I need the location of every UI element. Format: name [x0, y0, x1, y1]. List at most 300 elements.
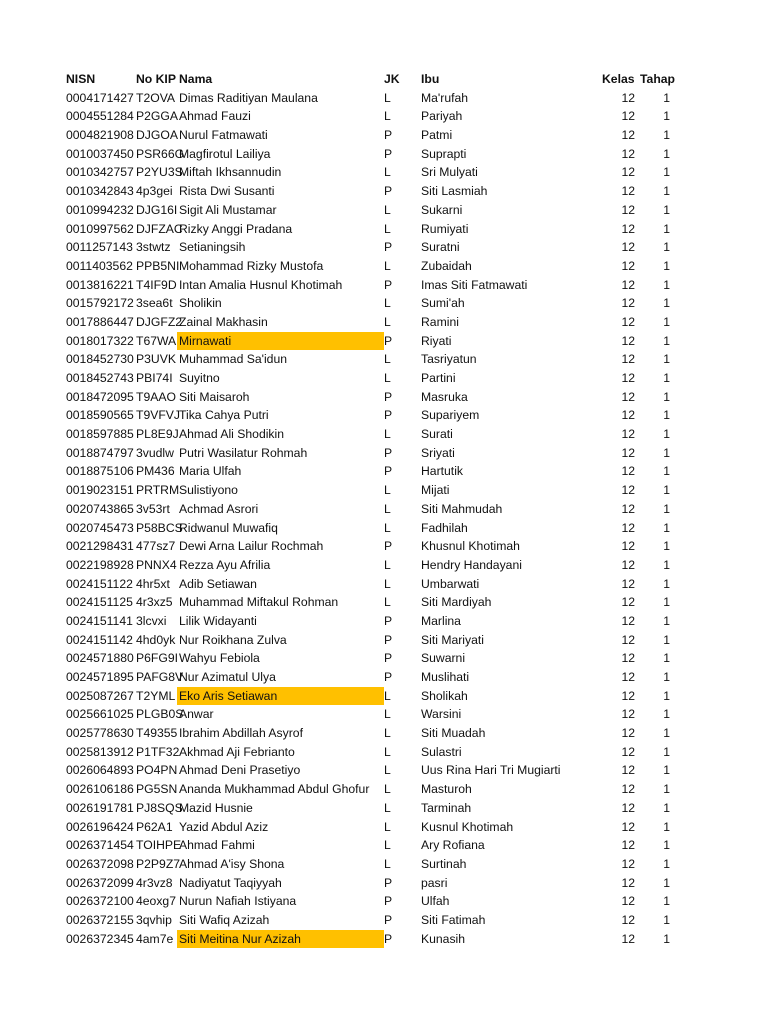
- cell-jk[interactable]: L: [384, 258, 391, 273]
- cell-ibu[interactable]: Partini: [421, 371, 456, 385]
- cell-ibu[interactable]: Supariyem: [421, 408, 480, 423]
- cell-kelas[interactable]: 12: [621, 632, 635, 647]
- cell-nama[interactable]: Mazid Husnie: [179, 800, 253, 815]
- cell-jk[interactable]: P: [384, 184, 393, 199]
- cell-tahap[interactable]: 1: [663, 184, 670, 199]
- cell-nisn[interactable]: 0025087267: [66, 688, 134, 703]
- cell-tahap[interactable]: 1: [663, 819, 670, 834]
- cell-nama[interactable]: Siti Maisaroh: [179, 389, 250, 404]
- cell-kelas[interactable]: 12: [621, 240, 635, 255]
- cell-kelas[interactable]: 12: [621, 726, 635, 741]
- cell-tahap[interactable]: 1: [663, 408, 670, 423]
- cell-nisn[interactable]: 0018590565: [66, 408, 134, 423]
- cell-kip[interactable]: 3qvhip: [136, 912, 172, 927]
- cell-ibu[interactable]: Siti Mariyati: [421, 632, 484, 647]
- cell-nisn[interactable]: 0026372099: [66, 875, 134, 890]
- cell-tahap[interactable]: 1: [663, 856, 670, 871]
- cell-nisn[interactable]: 0026106186: [66, 782, 134, 797]
- cell-nisn[interactable]: 0010997562: [66, 221, 134, 236]
- cell-jk[interactable]: L: [384, 856, 391, 871]
- cell-ibu[interactable]: Mijati: [421, 483, 450, 498]
- cell-nama[interactable]: Maria Ulfah: [179, 464, 242, 479]
- cell-nisn[interactable]: 0018597885: [66, 427, 134, 442]
- cell-tahap[interactable]: 1: [663, 875, 670, 890]
- cell-jk[interactable]: P: [384, 389, 393, 404]
- cell-nisn[interactable]: 0010994232: [66, 202, 134, 217]
- header-jk[interactable]: JK: [384, 72, 400, 86]
- cell-nama[interactable]: Magfirotul Lailiya: [179, 146, 271, 161]
- cell-kip[interactable]: P6FG9I: [136, 651, 178, 666]
- cell-kip[interactable]: T67WA: [136, 333, 177, 348]
- cell-nisn[interactable]: 0010342843: [66, 184, 134, 199]
- cell-kip[interactable]: P1TF32: [136, 744, 180, 759]
- cell-nisn[interactable]: 0018017322: [66, 333, 134, 348]
- cell-ibu[interactable]: Hendry Handayani: [421, 557, 522, 572]
- cell-nisn[interactable]: 0011257143: [66, 240, 133, 255]
- cell-jk[interactable]: L: [384, 90, 391, 105]
- cell-nama[interactable]: Dimas Raditiyan Maulana: [179, 90, 318, 105]
- cell-ibu[interactable]: Tarminah: [421, 800, 472, 815]
- cell-kip[interactable]: 3stwtz: [136, 240, 171, 255]
- cell-ibu[interactable]: Muslihati: [421, 670, 470, 684]
- cell-jk[interactable]: P: [384, 613, 393, 628]
- cell-nama[interactable]: Putri Wasilatur Rohmah: [179, 445, 308, 460]
- cell-tahap[interactable]: 1: [663, 744, 670, 759]
- cell-kelas[interactable]: 12: [621, 501, 635, 516]
- cell-kip[interactable]: T4IF9D: [136, 277, 177, 292]
- cell-nama[interactable]: Yazid Abdul Aziz: [179, 819, 269, 834]
- cell-ibu[interactable]: Warsini: [421, 707, 462, 722]
- cell-tahap[interactable]: 1: [663, 632, 670, 647]
- cell-kip[interactable]: 3vudlw: [136, 445, 174, 460]
- cell-nama[interactable]: Rizky Anggi Pradana: [179, 221, 293, 236]
- cell-kip[interactable]: T2OVA: [136, 90, 176, 105]
- cell-nama[interactable]: Ahmad Ali Shodikin: [179, 427, 285, 442]
- cell-nisn[interactable]: 0013816221: [66, 277, 134, 292]
- cell-kelas[interactable]: 12: [621, 707, 635, 722]
- cell-kip[interactable]: 4p3gei: [136, 184, 173, 199]
- cell-nisn[interactable]: 0018874797: [66, 445, 134, 460]
- cell-kip[interactable]: P2P9Z7: [136, 856, 181, 871]
- cell-kip[interactable]: DJGOA: [136, 128, 178, 143]
- cell-nama[interactable]: Akhmad Aji Febrianto: [179, 744, 295, 759]
- cell-nisn[interactable]: 0004821908: [66, 128, 134, 143]
- cell-kip[interactable]: 4eoxg7: [136, 894, 176, 909]
- cell-kelas[interactable]: 12: [621, 202, 635, 217]
- cell-kelas[interactable]: 12: [621, 819, 635, 834]
- cell-kip[interactable]: 3lcvxi: [136, 613, 167, 628]
- cell-tahap[interactable]: 1: [663, 576, 670, 591]
- cell-nisn[interactable]: 0025813912: [66, 744, 134, 759]
- cell-kelas[interactable]: 12: [621, 557, 635, 572]
- cell-jk[interactable]: L: [384, 202, 391, 217]
- cell-jk[interactable]: L: [384, 109, 391, 124]
- cell-kip[interactable]: P62A1: [136, 819, 173, 834]
- header-nisn[interactable]: NISN: [66, 72, 96, 86]
- cell-ibu[interactable]: Sriyati: [421, 445, 455, 460]
- header-nama[interactable]: Nama: [179, 72, 213, 86]
- cell-tahap[interactable]: 1: [663, 782, 670, 797]
- cell-kelas[interactable]: 12: [621, 146, 635, 161]
- header-tahap[interactable]: Tahap: [640, 72, 675, 86]
- cell-kelas[interactable]: 12: [621, 670, 635, 684]
- cell-kip[interactable]: 3sea6t: [136, 296, 173, 311]
- cell-nama[interactable]: Nadiyatut Taqiyyah: [179, 875, 282, 890]
- cell-jk[interactable]: L: [384, 763, 391, 778]
- cell-ibu[interactable]: Sri Mulyati: [421, 165, 478, 180]
- cell-ibu[interactable]: Ary Rofiana: [421, 838, 485, 853]
- cell-nisn[interactable]: 0026372100: [66, 894, 134, 909]
- cell-jk[interactable]: L: [384, 427, 391, 442]
- cell-nama[interactable]: Miftah Ikhsannudin: [179, 165, 282, 180]
- cell-nisn[interactable]: 0020745473: [66, 520, 134, 535]
- cell-kelas[interactable]: 12: [621, 595, 635, 610]
- cell-kelas[interactable]: 12: [621, 427, 635, 442]
- cell-nisn[interactable]: 0026372155: [66, 912, 134, 927]
- cell-tahap[interactable]: 1: [663, 520, 670, 535]
- cell-ibu[interactable]: Surati: [421, 427, 453, 442]
- cell-nama[interactable]: Ibrahim Abdillah Asyrof: [179, 726, 303, 741]
- cell-kelas[interactable]: 12: [621, 539, 635, 554]
- cell-tahap[interactable]: 1: [663, 296, 670, 311]
- cell-tahap[interactable]: 1: [663, 557, 670, 572]
- cell-tahap[interactable]: 1: [663, 333, 670, 348]
- cell-kelas[interactable]: 12: [621, 483, 635, 498]
- cell-jk[interactable]: P: [384, 651, 393, 666]
- cell-nisn[interactable]: 0011403562: [66, 258, 133, 273]
- cell-kelas[interactable]: 12: [621, 763, 635, 778]
- cell-nisn[interactable]: 0018875106: [66, 464, 134, 479]
- cell-jk[interactable]: P: [384, 632, 393, 647]
- cell-kelas[interactable]: 12: [621, 856, 635, 871]
- cell-jk[interactable]: P: [384, 277, 393, 292]
- cell-nisn[interactable]: 0010037450: [66, 146, 134, 161]
- cell-jk[interactable]: P: [384, 128, 393, 143]
- cell-ibu[interactable]: Zubaidah: [421, 258, 472, 273]
- cell-nama[interactable]: Siti Wafiq Azizah: [179, 912, 270, 927]
- cell-nisn[interactable]: 0026371454: [66, 838, 134, 853]
- cell-kip[interactable]: 3v53rt: [136, 501, 170, 516]
- cell-kelas[interactable]: 12: [621, 371, 635, 385]
- cell-kip[interactable]: T9AAO: [136, 389, 176, 404]
- cell-kip[interactable]: TOIHPE: [136, 838, 182, 853]
- cell-kelas[interactable]: 12: [621, 277, 635, 292]
- cell-nisn[interactable]: 0026196424: [66, 819, 134, 834]
- cell-tahap[interactable]: 1: [663, 371, 670, 385]
- cell-kip[interactable]: PSR66G: [136, 146, 185, 161]
- cell-kelas[interactable]: 12: [621, 931, 635, 946]
- cell-nama[interactable]: Anwar: [179, 707, 214, 722]
- cell-kelas[interactable]: 12: [621, 314, 635, 329]
- cell-kip[interactable]: P3UVK: [136, 352, 176, 367]
- cell-nisn[interactable]: 0026372098: [66, 856, 134, 871]
- cell-nama[interactable]: Achmad Asrori: [179, 501, 259, 516]
- cell-kip[interactable]: P2YU3S: [136, 165, 183, 180]
- cell-tahap[interactable]: 1: [663, 707, 670, 722]
- cell-ibu[interactable]: Siti Mardiyah: [421, 595, 492, 610]
- cell-kelas[interactable]: 12: [621, 296, 635, 311]
- cell-nisn[interactable]: 0026064893: [66, 763, 134, 778]
- cell-tahap[interactable]: 1: [663, 146, 670, 161]
- cell-jk[interactable]: L: [384, 501, 391, 516]
- cell-ibu[interactable]: Masruka: [421, 389, 468, 404]
- cell-jk[interactable]: L: [384, 800, 391, 815]
- cell-jk[interactable]: L: [384, 221, 391, 236]
- cell-kip[interactable]: PJ8SQS: [136, 800, 183, 815]
- cell-jk[interactable]: L: [384, 819, 391, 834]
- cell-kip[interactable]: PL8E9J: [136, 427, 179, 442]
- cell-nama[interactable]: Lilik Widayanti: [179, 613, 257, 628]
- cell-kelas[interactable]: 12: [621, 408, 635, 423]
- cell-kelas[interactable]: 12: [621, 894, 635, 909]
- cell-ibu[interactable]: pasri: [421, 875, 448, 890]
- cell-nama[interactable]: Nurun Nafiah Istiyana: [179, 894, 297, 909]
- cell-jk[interactable]: P: [384, 408, 393, 423]
- cell-nama[interactable]: Intan Amalia Husnul Khotimah: [179, 277, 343, 292]
- cell-nisn[interactable]: 0022198928: [66, 557, 134, 572]
- cell-ibu[interactable]: Siti Lasmiah: [421, 184, 488, 199]
- cell-tahap[interactable]: 1: [663, 240, 670, 255]
- cell-jk[interactable]: P: [384, 445, 393, 460]
- cell-jk[interactable]: P: [384, 539, 393, 554]
- cell-ibu[interactable]: Marlina: [421, 613, 461, 628]
- cell-kip[interactable]: PLGB0S: [136, 707, 184, 722]
- cell-nama[interactable]: Muhammad Sa'idun: [179, 352, 288, 367]
- header-ibu[interactable]: Ibu: [421, 72, 440, 86]
- cell-jk[interactable]: P: [384, 931, 393, 946]
- cell-nisn[interactable]: 0024151142: [66, 632, 133, 647]
- cell-kip[interactable]: PRTRM: [136, 483, 180, 498]
- cell-tahap[interactable]: 1: [663, 912, 670, 927]
- cell-kip[interactable]: 4r3xz5: [136, 595, 173, 610]
- cell-ibu[interactable]: Rumiyati: [421, 221, 469, 236]
- cell-nama[interactable]: Ahmad Fahmi: [179, 838, 255, 853]
- cell-nisn[interactable]: 0024571880: [66, 651, 134, 666]
- cell-kelas[interactable]: 12: [621, 838, 635, 853]
- cell-jk[interactable]: L: [384, 782, 391, 797]
- cell-tahap[interactable]: 1: [663, 539, 670, 554]
- cell-nisn[interactable]: 0020743865: [66, 501, 134, 516]
- cell-jk[interactable]: P: [384, 146, 393, 161]
- cell-nisn[interactable]: 0015792172: [66, 296, 134, 311]
- cell-jk[interactable]: L: [384, 726, 391, 741]
- cell-nama[interactable]: Ahmad Deni Prasetiyo: [179, 763, 301, 778]
- cell-tahap[interactable]: 1: [663, 221, 670, 236]
- cell-ibu[interactable]: Ramini: [421, 314, 459, 329]
- cell-kip[interactable]: PAFG8V: [136, 670, 184, 684]
- cell-ibu[interactable]: Pariyah: [421, 109, 463, 124]
- cell-nama[interactable]: Tika Cahya Putri: [179, 408, 269, 423]
- cell-kelas[interactable]: 12: [621, 464, 635, 479]
- cell-tahap[interactable]: 1: [663, 352, 670, 367]
- cell-ibu[interactable]: Imas Siti Fatmawati: [421, 277, 528, 292]
- cell-ibu[interactable]: Siti Muadah: [421, 726, 486, 741]
- cell-nama[interactable]: Adib Setiawan: [179, 576, 257, 591]
- cell-kip[interactable]: T2YML: [136, 688, 176, 703]
- cell-jk[interactable]: L: [384, 352, 391, 367]
- cell-nama[interactable]: Rista Dwi Susanti: [179, 184, 275, 199]
- cell-tahap[interactable]: 1: [663, 314, 670, 329]
- cell-ibu[interactable]: Uus Rina Hari Tri Mugiarti: [421, 763, 561, 778]
- cell-nisn[interactable]: 0021298431: [66, 539, 134, 554]
- cell-tahap[interactable]: 1: [663, 389, 670, 404]
- cell-nisn[interactable]: 0024151125: [66, 595, 133, 610]
- cell-tahap[interactable]: 1: [663, 595, 670, 610]
- cell-kelas[interactable]: 12: [621, 165, 635, 180]
- cell-nisn[interactable]: 0017886447: [66, 314, 134, 329]
- cell-kelas[interactable]: 12: [621, 445, 635, 460]
- cell-kelas[interactable]: 12: [621, 576, 635, 591]
- cell-jk[interactable]: L: [384, 165, 391, 180]
- cell-tahap[interactable]: 1: [663, 445, 670, 460]
- cell-tahap[interactable]: 1: [663, 763, 670, 778]
- cell-tahap[interactable]: 1: [663, 128, 670, 143]
- cell-ibu[interactable]: Riyati: [421, 333, 452, 348]
- cell-tahap[interactable]: 1: [663, 427, 670, 442]
- cell-kelas[interactable]: 12: [621, 613, 635, 628]
- cell-nisn[interactable]: 0004551284: [66, 109, 134, 124]
- cell-nama[interactable]: Eko Aris Setiawan: [177, 687, 384, 706]
- cell-nama[interactable]: Mirnawati: [177, 332, 384, 351]
- cell-jk[interactable]: L: [384, 744, 391, 759]
- cell-ibu[interactable]: Sukarni: [421, 202, 463, 217]
- cell-tahap[interactable]: 1: [663, 894, 670, 909]
- cell-nama[interactable]: Nurul Fatmawati: [179, 128, 268, 143]
- cell-kelas[interactable]: 12: [621, 688, 635, 703]
- cell-nama[interactable]: Suyitno: [179, 371, 220, 385]
- cell-tahap[interactable]: 1: [663, 651, 670, 666]
- cell-jk[interactable]: P: [384, 894, 393, 909]
- cell-nama[interactable]: Muhammad Miftakul Rohman: [179, 595, 339, 610]
- cell-tahap[interactable]: 1: [663, 613, 670, 628]
- cell-kip[interactable]: PNNX4: [136, 557, 177, 572]
- cell-nisn[interactable]: 0024151141: [66, 613, 133, 628]
- cell-tahap[interactable]: 1: [663, 277, 670, 292]
- cell-nisn[interactable]: 0024571895: [66, 670, 134, 684]
- cell-nisn[interactable]: 0026372345: [66, 931, 134, 946]
- cell-jk[interactable]: P: [384, 464, 393, 479]
- cell-kelas[interactable]: 12: [621, 333, 635, 348]
- cell-kelas[interactable]: 12: [621, 90, 635, 105]
- cell-nama[interactable]: Mohammad Rizky Mustofa: [179, 258, 324, 273]
- cell-kelas[interactable]: 12: [621, 520, 635, 535]
- cell-ibu[interactable]: Suratni: [421, 240, 460, 255]
- cell-nama[interactable]: Ananda Mukhammad Abdul Ghofur: [179, 782, 370, 797]
- cell-nama[interactable]: Zainal Makhasin: [179, 314, 268, 329]
- cell-nama[interactable]: Siti Meitina Nur Azizah: [177, 930, 384, 949]
- cell-ibu[interactable]: Sumi'ah: [421, 296, 465, 311]
- cell-kip[interactable]: DJG16I: [136, 202, 178, 217]
- cell-tahap[interactable]: 1: [663, 688, 670, 703]
- cell-kip[interactable]: T49355: [136, 726, 178, 741]
- cell-jk[interactable]: L: [384, 838, 391, 853]
- cell-jk[interactable]: L: [384, 520, 391, 535]
- cell-tahap[interactable]: 1: [663, 109, 670, 124]
- cell-nisn[interactable]: 0025661025: [66, 707, 134, 722]
- cell-ibu[interactable]: Tasriyatun: [421, 352, 477, 367]
- cell-nisn[interactable]: 0004171427: [66, 90, 134, 105]
- cell-kelas[interactable]: 12: [621, 875, 635, 890]
- cell-kelas[interactable]: 12: [621, 651, 635, 666]
- cell-ibu[interactable]: Kunasih: [421, 931, 466, 946]
- cell-nama[interactable]: Dewi Arna Lailur Rochmah: [179, 539, 324, 554]
- cell-kelas[interactable]: 12: [621, 389, 635, 404]
- cell-ibu[interactable]: Sholikah: [421, 688, 468, 703]
- cell-kip[interactable]: 4hr5xt: [136, 576, 170, 591]
- cell-kip[interactable]: DJGFZ2: [136, 314, 183, 329]
- cell-tahap[interactable]: 1: [663, 202, 670, 217]
- cell-ibu[interactable]: Hartutik: [421, 464, 463, 479]
- cell-jk[interactable]: L: [384, 314, 391, 329]
- header-kelas[interactable]: Kelas: [602, 72, 635, 86]
- cell-nisn[interactable]: 0019023151: [66, 483, 134, 498]
- cell-ibu[interactable]: Suwarni: [421, 651, 466, 666]
- cell-nisn[interactable]: 0024151122: [66, 576, 133, 591]
- cell-nama[interactable]: Ahmad A'isy Shona: [179, 856, 285, 871]
- cell-ibu[interactable]: Patmi: [421, 128, 453, 143]
- cell-kip[interactable]: PPB5NI: [136, 258, 180, 273]
- cell-kip[interactable]: PBI74I: [136, 371, 173, 385]
- cell-nisn[interactable]: 0010342757: [66, 165, 134, 180]
- cell-kip[interactable]: P2GGA: [136, 109, 178, 124]
- cell-nama[interactable]: Ridwanul Muwafiq: [179, 520, 278, 535]
- cell-tahap[interactable]: 1: [663, 800, 670, 815]
- cell-kip[interactable]: 477sz7: [136, 539, 176, 554]
- cell-ibu[interactable]: Surtinah: [421, 856, 467, 871]
- cell-tahap[interactable]: 1: [663, 165, 670, 180]
- cell-ibu[interactable]: Fadhilah: [421, 520, 468, 535]
- cell-ibu[interactable]: Siti Mahmudah: [421, 501, 503, 516]
- cell-jk[interactable]: P: [384, 333, 393, 348]
- cell-ibu[interactable]: Ulfah: [421, 894, 450, 909]
- cell-ibu[interactable]: Umbarwati: [421, 576, 480, 591]
- cell-nama[interactable]: Nur Roikhana Zulva: [179, 632, 287, 647]
- cell-jk[interactable]: L: [384, 688, 391, 703]
- cell-kelas[interactable]: 12: [621, 258, 635, 273]
- cell-kip[interactable]: PO4PN: [136, 763, 178, 778]
- cell-nama[interactable]: Sulistiyono: [179, 483, 238, 498]
- cell-kelas[interactable]: 12: [621, 128, 635, 143]
- cell-kelas[interactable]: 12: [621, 800, 635, 815]
- cell-jk[interactable]: L: [384, 557, 391, 572]
- cell-tahap[interactable]: 1: [663, 483, 670, 498]
- cell-kip[interactable]: T9VFVJ: [136, 408, 181, 423]
- cell-nisn[interactable]: 0018452743: [66, 371, 134, 385]
- cell-nama[interactable]: Setianingsih: [179, 240, 246, 255]
- cell-jk[interactable]: P: [384, 875, 393, 890]
- cell-kip[interactable]: DJFZAC: [136, 221, 183, 236]
- cell-jk[interactable]: L: [384, 371, 391, 385]
- cell-ibu[interactable]: Siti Fatimah: [421, 912, 486, 927]
- cell-kip[interactable]: PM436: [136, 464, 175, 479]
- cell-jk[interactable]: L: [384, 707, 391, 722]
- cell-tahap[interactable]: 1: [663, 464, 670, 479]
- cell-ibu[interactable]: Suprapti: [421, 146, 467, 161]
- cell-jk[interactable]: L: [384, 296, 391, 311]
- cell-nisn[interactable]: 0025778630: [66, 726, 134, 741]
- cell-nama[interactable]: Sholikin: [179, 296, 222, 311]
- cell-jk[interactable]: P: [384, 912, 393, 927]
- cell-kelas[interactable]: 12: [621, 912, 635, 927]
- cell-kelas[interactable]: 12: [621, 109, 635, 124]
- cell-nama[interactable]: Nur Azimatul Ulya: [179, 670, 276, 684]
- cell-tahap[interactable]: 1: [663, 931, 670, 946]
- cell-jk[interactable]: L: [384, 595, 391, 610]
- cell-nisn[interactable]: 0026191781: [66, 800, 134, 815]
- cell-nama[interactable]: Wahyu Febiola: [179, 651, 260, 666]
- cell-kelas[interactable]: 12: [621, 744, 635, 759]
- cell-jk[interactable]: L: [384, 483, 391, 498]
